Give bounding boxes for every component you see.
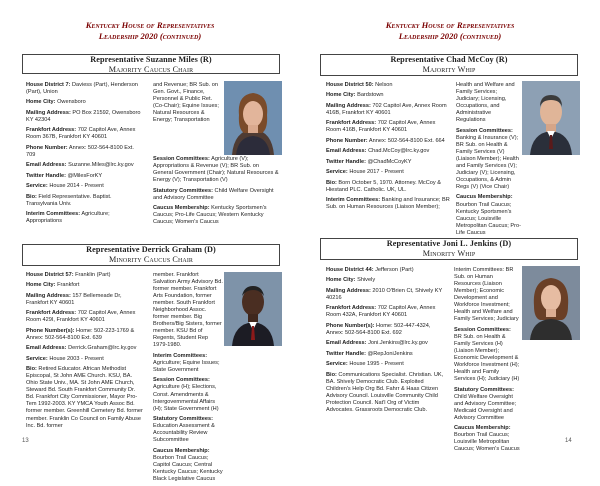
info-field	[326, 103, 450, 117]
info-field-value: Joni.Jenkins@lrc.ky.gov	[366, 340, 428, 347]
info-field	[326, 305, 447, 319]
member-column-2	[454, 267, 520, 457]
info-field-value: Agriculture; Equine Issues; State Government	[153, 359, 220, 373]
info-field	[153, 353, 223, 374]
info-field-value: member. Frankfort Salvation Army Advisory Bd. former member. Frankfort Arts Foundation, former member. South Frankfort Neighborhood Assoc. former member. Big Brothers/Big Sisters, former member. KSU Bd of Regents, Student Rep 1979-1980.	[153, 272, 223, 349]
info-field-label: Bio:	[26, 193, 37, 200]
info-field	[326, 159, 450, 166]
info-field-value: Owensboro	[55, 99, 86, 106]
info-field	[26, 110, 143, 124]
info-field-value: Agriculture (H); Elections, Const. Amendments & Intergovernmental Affairs (H); State Government (H)	[153, 384, 219, 412]
info-field	[26, 211, 143, 225]
info-field-value: 702 Capitol Ave, Annex Room 367B, Frankfort KY 40601	[26, 127, 136, 141]
info-field-label: House District 44:	[326, 267, 374, 273]
info-field-label: Caucus Membership:	[454, 425, 511, 432]
member-role: Majority Caucus Chair	[108, 65, 194, 74]
info-field	[26, 82, 143, 96]
info-field-value: Field Representative. Baptist. Transylvania Univ.	[26, 193, 112, 207]
info-field-label: Caucus Membership:	[456, 194, 513, 201]
info-field-value: @RepJoniJenkins	[366, 350, 413, 357]
info-field-value: 702 Capitol Ave, Annex Room 416B, Frankfort KY 40601	[326, 102, 447, 116]
info-field-value: Education Assessment & Accountability Review Subcommittee	[153, 423, 215, 444]
info-field-label: Phone Number:	[326, 137, 368, 144]
member-heading	[321, 239, 577, 259]
info-field-label: Phone Number:	[26, 144, 68, 151]
member-box-jenkins	[320, 238, 578, 260]
member-name: Representative Suzanne Miles (R)	[90, 55, 212, 64]
info-field-value: House 2003 - Present	[47, 355, 104, 362]
info-field-label: Caucus Membership:	[153, 447, 210, 454]
info-field-value: Agriculture (V); Appropriations & Revenue (V); BR Sub. on General Government (Chair); Natural Resources & Energy (V); Transportation (V)	[153, 156, 279, 184]
right-page	[300, 0, 600, 463]
member-column-1	[326, 82, 450, 215]
header-line2: Leadership 2020 (continued)	[398, 31, 502, 41]
info-field-value: Annex: 502-564-8100 Ext. 709	[26, 144, 134, 158]
info-field-value: @ChadMcCoyKY	[366, 158, 412, 165]
info-field-value: Kentucky Sportsmen's Caucus; Pro-Life Caucus; Western Kentucky Caucus; Women's Caucus	[153, 205, 267, 226]
member-column-1	[326, 267, 447, 417]
info-field-label: Home City:	[326, 277, 356, 284]
member-name: Representative Joni L. Jenkins (D)	[386, 239, 512, 248]
info-field-value: @MilesForKY	[66, 172, 103, 179]
info-field-label: Interim Committees:	[153, 352, 208, 359]
info-field-value: 2010 O'Brien Ct, Shively KY 40216	[326, 287, 443, 301]
info-field	[326, 277, 447, 284]
info-field	[153, 272, 223, 350]
member-column-2b	[153, 156, 280, 230]
info-field-value: House 1995 - Present	[347, 361, 404, 368]
info-field-value: Frankfort	[55, 282, 80, 289]
info-field-label: Session Committees:	[456, 127, 513, 134]
info-field-value: PO Box 21592, Owensboro KY 42304	[26, 109, 141, 123]
page-number: 14	[565, 438, 572, 444]
info-field	[153, 377, 223, 412]
info-field	[326, 361, 447, 368]
info-field-label: Interim Committees:	[26, 211, 81, 218]
info-field	[26, 162, 143, 169]
info-field-label: Bio:	[26, 366, 37, 373]
member-box-mccoy	[320, 54, 578, 76]
info-field-label: Email Address:	[326, 340, 367, 347]
member-column-1	[26, 82, 143, 229]
portrait-icon	[224, 272, 282, 346]
info-field-value: Derrick.Graham@lrc.ky.gov	[66, 345, 137, 352]
info-field	[26, 328, 145, 342]
info-field	[326, 340, 447, 347]
info-field	[326, 197, 450, 211]
info-field-label: Frankfort Address:	[326, 305, 377, 312]
info-field-value: Shively	[355, 277, 376, 284]
info-field	[153, 188, 280, 202]
member-name: Representative Derrick Graham (D)	[86, 245, 216, 254]
info-field-label: Mailing Address:	[326, 102, 371, 109]
info-field-label: Frankfort Address:	[26, 127, 77, 134]
info-field	[454, 267, 520, 323]
info-field	[326, 351, 447, 358]
info-field-label: Email Address:	[26, 162, 67, 169]
info-field-label: Bio:	[326, 179, 337, 186]
header-line2: Leadership 2020 (continued)	[98, 31, 202, 41]
info-field-value: Annex: 502-564-8100 Ext. 664	[367, 137, 445, 144]
info-field-label: Session Committees:	[454, 326, 511, 333]
member-column-2	[153, 272, 223, 486]
info-field-label: Mailing Address:	[26, 292, 71, 299]
member-photo-graham	[224, 272, 282, 346]
info-field-value: Communications Specialist. Christian. UK, BA. Shively Democratic Club. Exploited Children's Help Org Bd. Fahrr & Haas Citizen Advisory Council. Louisville Community Child Protection Council. Nat'l Org of Victim Advocates. Grassroots Democratic Club.	[326, 371, 444, 413]
info-field-label: Caucus Membership:	[153, 205, 210, 212]
info-field	[326, 288, 447, 302]
member-heading	[321, 55, 577, 75]
info-field	[153, 416, 223, 444]
member-role: Majority Whip	[422, 65, 476, 74]
info-field-label: Twitter Handle:	[326, 350, 366, 357]
info-field	[326, 138, 450, 145]
left-page	[0, 0, 300, 482]
info-field-label: Service:	[26, 355, 48, 362]
info-field	[326, 92, 450, 99]
info-field-label: Interim Committees:	[326, 197, 381, 204]
info-field	[326, 169, 450, 176]
info-field-label: Service:	[326, 169, 348, 176]
info-field-value: 702 Capitol Ave, Annex Room 429I, Frankfort KY 40601	[26, 310, 136, 324]
info-field-value: Agriculture; Appropriations	[26, 211, 110, 225]
info-field-label: House District 57:	[26, 272, 74, 278]
info-field-value: Franklin (Part)	[73, 272, 111, 278]
page-number: 13	[22, 438, 29, 444]
member-photo-jenkins	[522, 266, 580, 340]
info-field-value: and Revenue; BR Sub. on Gen. Govt., Finance, Personnel & Public Ret. (Co-Chair); Equine Issues; Natural Resources & Energy; Transportation	[153, 82, 219, 124]
info-field-label: Session Committees:	[153, 156, 210, 162]
portrait-icon	[224, 81, 282, 155]
info-field	[456, 128, 522, 191]
member-column-2	[153, 82, 221, 128]
info-field	[26, 99, 143, 106]
info-field-label: Frankfort Address:	[26, 310, 77, 317]
info-field-value: Nelson	[373, 82, 393, 88]
info-field	[26, 293, 145, 307]
info-field-label: Email Address:	[326, 148, 367, 155]
info-field-value: Bardstown	[355, 92, 384, 99]
info-field-label: Service:	[26, 183, 48, 190]
info-field	[26, 183, 143, 190]
member-heading	[23, 55, 279, 75]
info-field-value: 702 Capitol Ave, Annex Room 416B, Frankfort KY 40601	[326, 120, 436, 134]
info-field	[26, 127, 143, 141]
info-field	[326, 323, 447, 337]
page-header-left	[0, 20, 300, 42]
info-field-value: Home: 502-447-4324, Annex: 502-564-8100 Ext. 692	[326, 322, 431, 336]
info-field-label: Home City:	[326, 92, 356, 99]
member-photo-miles	[224, 81, 282, 155]
info-field	[454, 327, 520, 383]
info-field	[153, 448, 223, 483]
info-field	[26, 272, 145, 279]
member-box-miles	[22, 54, 280, 74]
info-field-label: Statutory Committees:	[153, 187, 213, 194]
info-field-value: Bourbon Trail Caucus; Louisville Metropolitan Caucus; Women's Caucus	[454, 432, 520, 453]
info-field	[26, 356, 145, 363]
member-role: Minority Caucus Chair	[108, 255, 194, 264]
info-field-value: Chad.McCoy@lrc.ky.gov	[366, 148, 430, 155]
info-field-label: Mailing Address:	[326, 287, 371, 294]
info-field-label: Statutory Committees:	[454, 386, 514, 393]
info-field-value: Daviess (Part), Henderson (Part), Union	[26, 82, 138, 96]
info-field	[326, 372, 447, 414]
info-field	[153, 82, 221, 124]
info-field-value: 702 Capitol Ave, Annex Room 432A, Frankfort KY 40601	[326, 305, 436, 319]
info-field	[26, 345, 145, 352]
info-field-value: Born October 5, 1970. Attorney. McCoy & Hiestand PLC. Catholic. UK, UL.	[326, 179, 441, 193]
info-field-label: Service:	[326, 361, 348, 368]
info-field	[26, 366, 145, 429]
page-header-right	[300, 20, 600, 42]
info-field-label: Phone Number(s):	[26, 327, 75, 334]
portrait-icon	[522, 81, 580, 155]
info-field-value: Bourbon Trail Caucus; Capitol Caucus; Central Kentucky Caucus; Kentucky Black Legislative Caucus	[153, 454, 223, 482]
info-field-label: Bio:	[326, 371, 337, 378]
member-heading	[23, 245, 279, 265]
info-field-value: Suzanne.Miles@lrc.ky.gov	[66, 162, 134, 169]
info-field	[26, 194, 143, 208]
info-field	[153, 205, 280, 226]
member-role: Minority Whip	[422, 249, 476, 258]
info-field-label: Home City:	[26, 99, 56, 106]
info-field-value: Home: 502-223-1769 & Annex: 502-564-8100 Ext. 639	[26, 327, 135, 341]
info-field	[456, 82, 522, 124]
info-field-label: Email Address:	[26, 345, 67, 352]
info-field	[326, 267, 447, 274]
info-field-label: Statutory Committees:	[153, 416, 213, 423]
info-field-value: Child Welfare Oversight and Advisory Committee; Medicaid Oversight and Advisory Committee	[454, 393, 517, 421]
member-name: Representative Chad McCoy (R)	[390, 55, 508, 64]
info-field-value: Retired Educator. African Methodist Episcopal, St John AME Church. KSU, BA. Ohio State Univ., MA. St John AME Church, Steward Bd. South Frankfort Community Dr. Bd. Frankfort City Commissioner, Mayor Pro-Tem 1992-2003. KY YMCA Youth Assoc Bd. former member. Greenhill Cemetery Bd. former member. Franklin Co Council on Family Abuse Inc. Bd. former	[26, 366, 143, 429]
info-field	[326, 82, 450, 89]
info-field	[326, 120, 450, 134]
info-field	[153, 156, 280, 184]
info-field-label: Phone Number(s):	[326, 322, 375, 329]
info-field-value: Banking & Insurance (V); BR Sub. on Health & Family Services (V) (Liaison Member); Health and Family Services (V); Judiciary (V); Licensing, Occupations, & Admin Regs (V) (Vice Chair)	[456, 134, 519, 191]
info-field	[26, 173, 143, 180]
info-field-value: 157 Bellemeade Dr, Frankfort KY 40601	[26, 292, 122, 306]
info-field-value: Banking and Insurance; BR Sub. on Human Resources (Liaison Member);	[326, 197, 450, 211]
info-field	[26, 310, 145, 324]
info-field-value: House 2014 - Present	[47, 183, 104, 190]
info-field-value: Health and Welfare and Family Services; Judiciary; Licensing, Occupations, and Administrative Regulations	[456, 82, 515, 124]
info-field	[326, 148, 450, 155]
info-field	[26, 282, 145, 289]
info-field	[326, 180, 450, 194]
info-field-label: Twitter Handle:	[26, 172, 66, 179]
info-field-label: House District 50:	[326, 82, 374, 88]
member-column-1	[26, 272, 145, 433]
portrait-icon	[522, 266, 580, 340]
info-field-value: Jefferson (Part)	[373, 267, 414, 273]
info-field-label: Twitter Handle:	[326, 158, 366, 165]
info-field	[454, 387, 520, 422]
info-field-label: Mailing Address:	[26, 109, 71, 116]
info-field-value: Interim Committees: BR Sub. on Human Resources (Liaison Member); Economic Development and Workforce Investment; Health and Welfare and Family Services; Judiciary	[454, 267, 519, 323]
info-field-label: Session Committees:	[153, 377, 210, 384]
info-field-label: Frankfort Address:	[326, 120, 377, 127]
info-field-value: Child Welfare Oversight and Advisory Committee	[153, 187, 274, 201]
info-field-label: House District 7:	[26, 82, 71, 88]
member-column-2	[456, 82, 522, 240]
member-photo-mccoy	[522, 81, 580, 155]
info-field-label: Home City:	[26, 282, 56, 289]
info-field-value: House 2017 - Present	[347, 169, 404, 176]
header-line1: Kentucky House of Representatives	[85, 20, 215, 30]
info-field	[454, 425, 520, 453]
member-box-graham	[22, 244, 280, 266]
info-field	[26, 145, 143, 159]
info-field-value: Bourbon Trail Caucus; Kentucky Sportsmen's Caucus; Louisville Metropolitan Caucus; Pro-Life Caucus	[456, 201, 521, 236]
info-field	[456, 194, 522, 236]
info-field-value: BR Sub. on Health & Family Services (H) (Liaison Member); Economic Development & Workforce Investment (H); Health and Family Services (H); Judiciary (H)	[454, 333, 520, 383]
header-line1: Kentucky House of Representatives	[385, 20, 515, 30]
